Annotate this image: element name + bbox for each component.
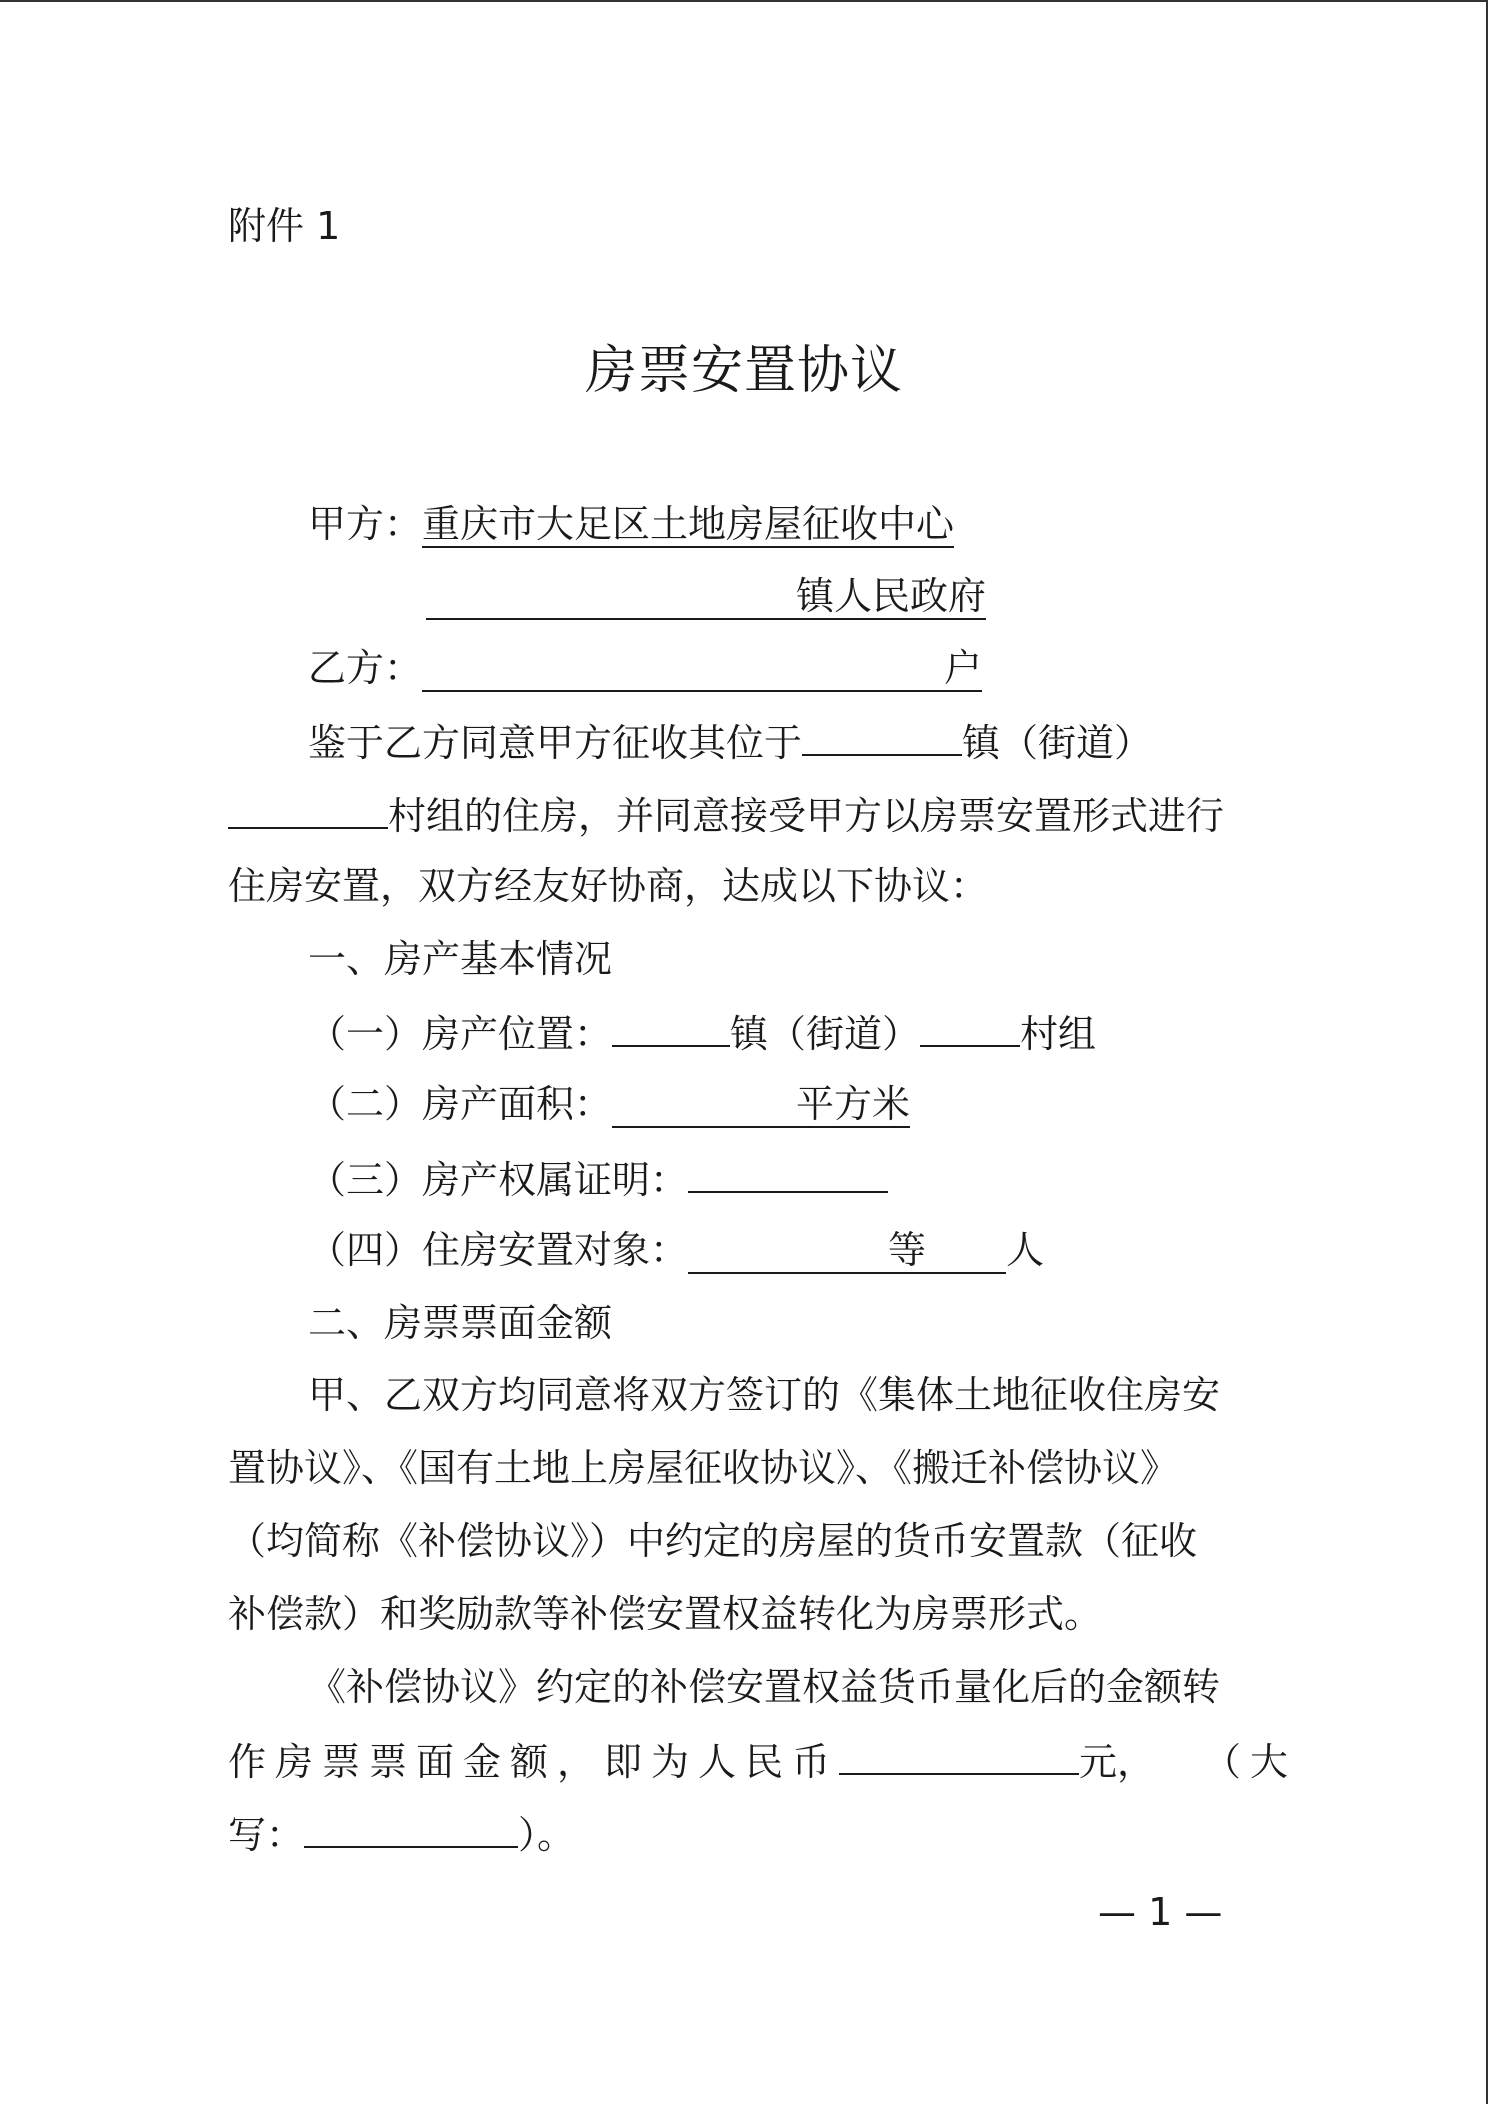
document-title: 房票安置协议 bbox=[584, 341, 903, 401]
ownership-proof-row bbox=[308, 1153, 888, 1204]
preamble-text: 镇（街道） bbox=[962, 721, 1153, 765]
party-a-name: 重庆市大足区土地房屋征收中心 bbox=[422, 502, 955, 546]
paragraph-text: ）。 bbox=[518, 1813, 576, 1857]
amount-words-row bbox=[228, 1808, 575, 1859]
property-area-row bbox=[308, 1080, 910, 1128]
section-2-heading: 二、房票票面金额 bbox=[308, 1301, 613, 1345]
section-1-heading: 一、房产基本情况 bbox=[308, 937, 613, 981]
page-border-top bbox=[0, 0, 1488, 2]
party-b-label: 乙方： bbox=[308, 646, 423, 690]
preamble-line-2 bbox=[228, 789, 1224, 840]
resettlement-persons-row bbox=[308, 1226, 1044, 1274]
attachment-label: 附件 1 bbox=[228, 204, 341, 248]
amount-words-blank bbox=[304, 1808, 518, 1848]
preamble-text: 鉴于乙方同意甲方征收其位于 bbox=[308, 721, 803, 765]
paragraph-text: （大 bbox=[1203, 1740, 1298, 1784]
paragraph-text: 元， bbox=[1079, 1740, 1156, 1784]
party-a-label: 甲方： bbox=[308, 502, 423, 546]
page-number: — 1 — bbox=[1098, 1890, 1223, 1934]
preamble-village-blank bbox=[228, 789, 388, 829]
area-field: 平方米 bbox=[612, 1082, 910, 1128]
paragraph-line: （均简称《补偿协议》）中约定的房屋的货币安置款（征收 bbox=[228, 1519, 1198, 1563]
ownership-proof-blank bbox=[688, 1153, 888, 1193]
amount-row bbox=[228, 1735, 1297, 1786]
item-text: 等 bbox=[888, 1228, 927, 1272]
item-label: （二）房产面积： bbox=[308, 1082, 613, 1126]
preamble-text: 村组的住房，并同意接受甲方以房票安置形式进行 bbox=[388, 794, 1225, 838]
preamble-line-3: 住房安置，双方经友好协商，达成以下协议： bbox=[228, 864, 989, 908]
item-label: （一）房产位置： bbox=[308, 1012, 613, 1056]
paragraph-text: 写： bbox=[228, 1813, 305, 1857]
paragraph-line: 《补偿协议》约定的补偿安置权益货币量化后的金额转 bbox=[308, 1665, 1221, 1709]
item-label: （四）住房安置对象： bbox=[308, 1228, 689, 1272]
item-text: 人 bbox=[1006, 1228, 1045, 1272]
party-a-row bbox=[308, 500, 954, 548]
party-a-row-2 bbox=[426, 572, 986, 620]
party-b-row bbox=[308, 644, 982, 692]
item-text: 村组 bbox=[1020, 1012, 1097, 1056]
item-label: （三）房产权属证明： bbox=[308, 1158, 689, 1202]
paragraph-text: 作房票票面金额，即为人民币 bbox=[228, 1740, 840, 1784]
paragraph-line: 置协议》、《国有土地上房屋征收协议》、《搬迁补偿协议》 bbox=[228, 1446, 1179, 1490]
item-text: 镇（街道） bbox=[730, 1012, 921, 1056]
persons-field bbox=[688, 1228, 1006, 1274]
paragraph-line: 甲、乙双方均同意将双方签订的《集体土地征收住房安 bbox=[308, 1373, 1221, 1417]
preamble-town-blank bbox=[802, 716, 962, 756]
paragraph-line: 补偿款）和奖励款等补偿安置权益转化为房票形式。 bbox=[228, 1592, 1103, 1636]
amount-number-blank bbox=[839, 1735, 1079, 1775]
location-village-blank bbox=[920, 1007, 1020, 1047]
property-location-row bbox=[308, 1007, 1096, 1058]
party-a-town-field: 镇人民政府 bbox=[426, 574, 986, 620]
preamble-line-1 bbox=[308, 716, 1152, 767]
party-b-household-field: 户 bbox=[422, 646, 982, 692]
location-town-blank bbox=[612, 1007, 730, 1047]
